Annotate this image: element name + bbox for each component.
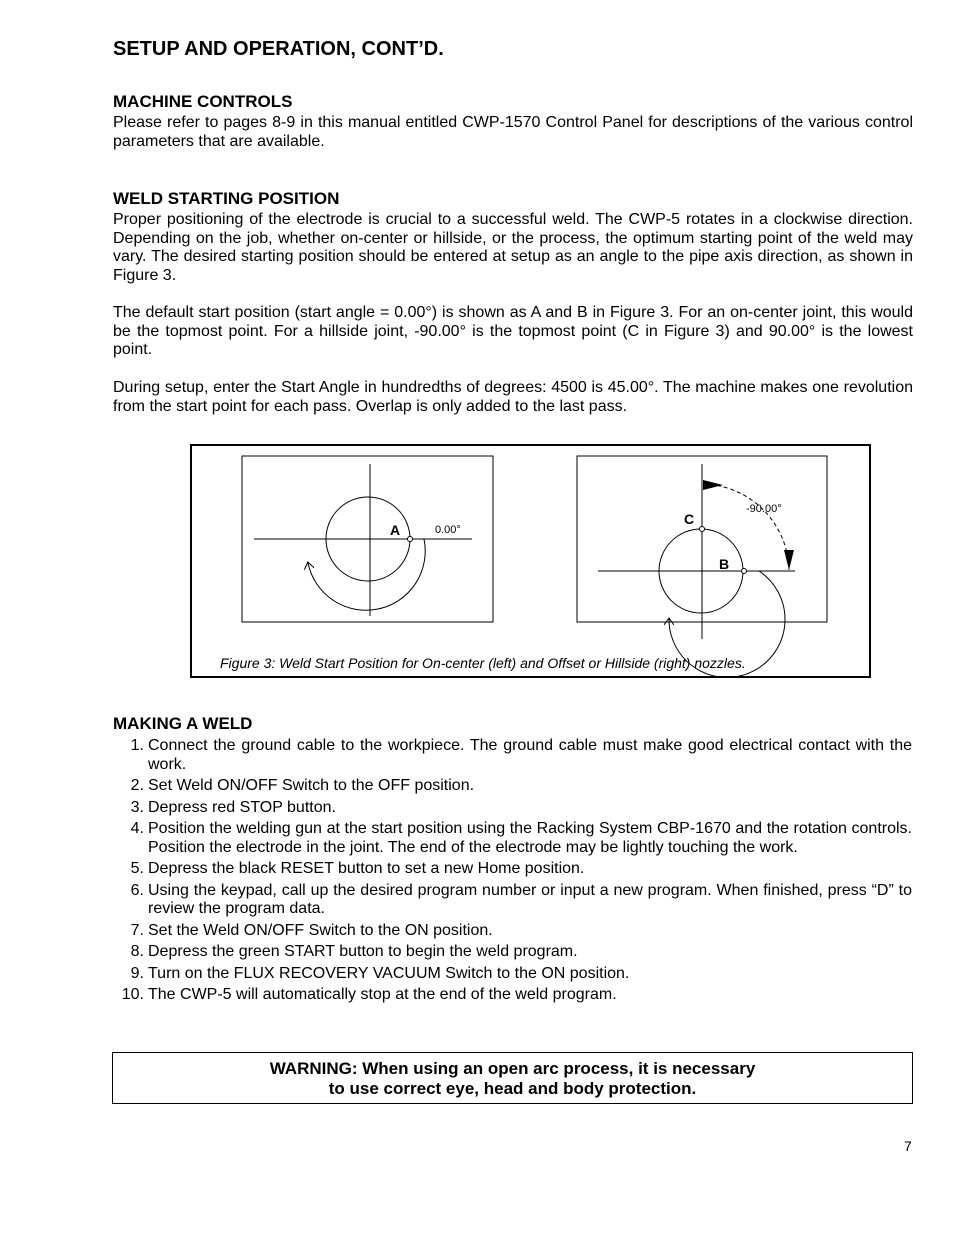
step-text: Set Weld ON/OFF Switch to the OFF position. <box>148 777 475 794</box>
left-rotation-arrow <box>308 539 425 610</box>
machine-controls-paragraph: Please refer to pages 8-9 in this manual entitled CWP-1570 Control Panel for descriptions of the various control parameters that are available. <box>113 114 913 150</box>
list-item <box>112 922 912 941</box>
list-item <box>112 986 912 1005</box>
step-number: 9. <box>130 964 144 982</box>
on-center-diagram <box>242 456 493 622</box>
step-number: 4. <box>130 820 144 837</box>
step-text: Depress the black RESET button to set a new Home position. <box>148 860 585 877</box>
warning-line-2: to use correct eye, head and body protection. <box>328 1078 697 1098</box>
list-item <box>112 882 912 919</box>
section-heading-weld-starting-position: WELD STARTING POSITION <box>113 189 340 208</box>
step-text: Connect the ground cable to the workpiece. The ground cable must make good electrical contact with the work. <box>148 737 912 773</box>
list-item <box>112 943 912 962</box>
step-text: Depress the green START button to begin the weld program. <box>148 943 578 960</box>
section-heading-machine-controls: MACHINE CONTROLS <box>113 92 293 111</box>
list-item <box>112 965 912 984</box>
weld-steps-list <box>112 737 912 1008</box>
point-b-label: B <box>719 556 730 572</box>
step-text: Using the keypad, call up the desired program number or input a new program. When finished, press “D” to review the program data. <box>148 881 912 917</box>
list-item <box>112 799 912 818</box>
step-number: 8. <box>130 943 144 960</box>
step-number: 6. <box>130 881 144 899</box>
page-number: 7 <box>904 1138 912 1154</box>
point-c-label: C <box>684 511 695 527</box>
step-text: Depress red STOP button. <box>148 798 336 816</box>
warning-line-1: WARNING: When using an open arc process, it is necessary <box>269 1059 756 1078</box>
angle-sweep-head-right <box>784 550 794 570</box>
list-item <box>112 777 912 796</box>
step-text: The CWP-5 will automatically stop at the end of the weld program. <box>148 986 617 1003</box>
step-number: 5. <box>130 860 144 877</box>
figure-3-frame <box>190 444 871 678</box>
weld-start-paragraph-3: During setup, enter the Start Angle in hundredths of degrees: 4500 is 45.00°. The machine makes one revolution from the start point for each pass. Overlap is only added to the last pass. <box>113 379 913 415</box>
step-number: 7. <box>130 921 144 939</box>
left-angle-label: 0.00° <box>435 524 461 536</box>
step-text: Turn on the FLUX RECOVERY VACUUM Switch to the ON position. <box>148 964 630 982</box>
step-number: 3. <box>130 798 144 816</box>
angle-sweep-arc <box>703 484 789 570</box>
point-a-label: A <box>390 522 401 538</box>
step-number: 1. <box>130 737 144 754</box>
section-heading-making-a-weld: MAKING A WELD <box>113 714 253 733</box>
list-item <box>112 860 912 879</box>
step-number: 2. <box>130 777 144 794</box>
page-title: SETUP AND OPERATION, CONT’D. <box>113 38 444 60</box>
point-a-marker <box>408 537 413 542</box>
weld-start-paragraph-1: Proper positioning of the electrode is crucial to a successful weld. The CWP-5 rotates in a clockwise direction. Depending on the job, whether on-center or hillside, or the process, the optimum starting point of the weld may vary. The desired starting position should be entered at setup as an angle to the pipe axis direction, as shown in Figure 3. <box>113 211 913 285</box>
step-number: 10. <box>121 986 144 1003</box>
warning-box <box>112 1052 913 1104</box>
point-b-marker <box>742 569 747 574</box>
point-c-marker <box>700 527 705 532</box>
list-item <box>112 820 912 857</box>
step-text: Position the welding gun at the start position using the Racking System CBP-1670 and the rotation controls. Position the electrode in the joint. The end of the electrode may be lightly touching the work. <box>148 820 912 856</box>
figure-caption: Figure 3: Weld Start Position for On-center (left) and Offset or Hillside (right) nozzles. <box>220 655 746 671</box>
weld-start-paragraph-2: The default start position (start angle = 0.00°) is shown as A and B in Figure 3. For an on-center joint, this would be the topmost point. For a hillside joint, -90.00° is the topmost point (C in Figure 3) and 90.00° is the lowest point. <box>113 304 913 359</box>
figure-3-diagram <box>192 446 869 676</box>
list-item <box>112 737 912 774</box>
angle-sweep-head-top <box>703 480 723 490</box>
step-text: Set the Weld ON/OFF Switch to the ON position. <box>148 921 493 939</box>
hillside-diagram <box>577 456 827 676</box>
right-angle-label: -90.00° <box>746 503 782 515</box>
